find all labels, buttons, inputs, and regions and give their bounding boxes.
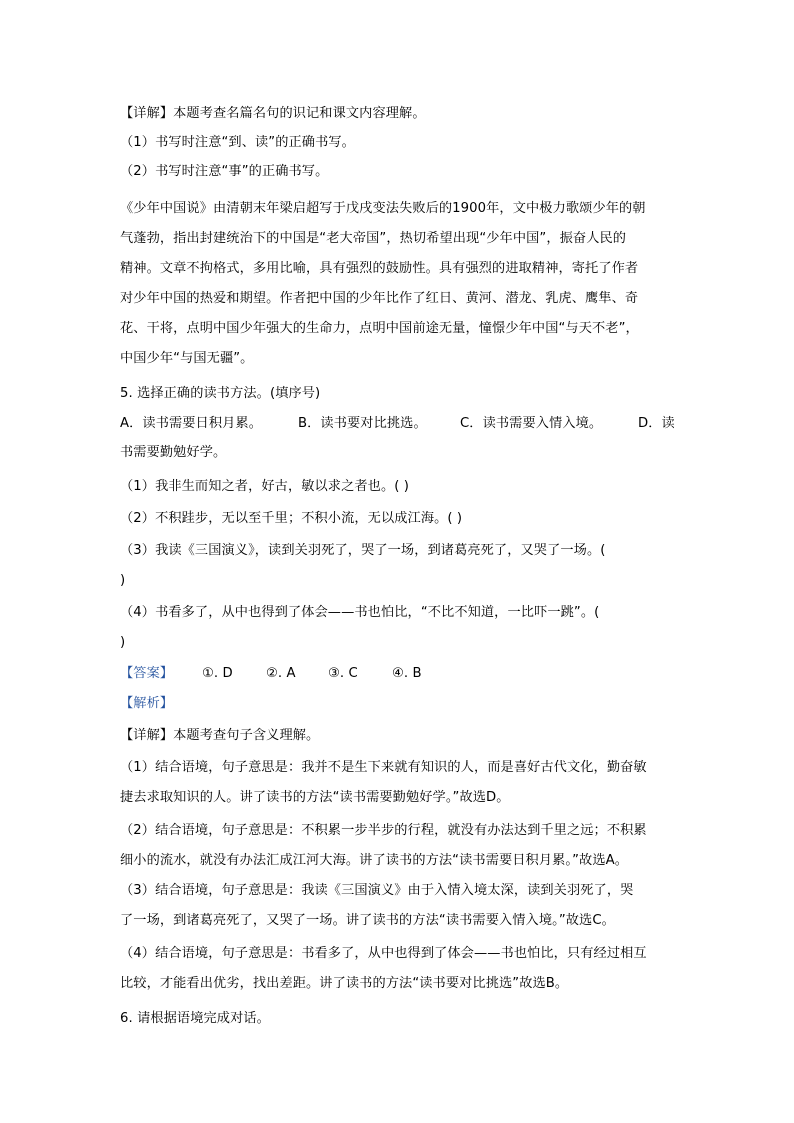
analysis-line: （1）结合语境，句子意思是：我并不是生下来就有知识的人，而是喜好古代文化，勤奋敏 <box>120 760 647 775</box>
question-5-sentence-2: （2）不积跬步，无以至千里；不积小流，无以成江海。( ) <box>120 511 463 526</box>
analysis-line: 捷去求取知识的人。讲了读书的方法“读书需要勤勉好学。”故选D。 <box>120 790 510 805</box>
option-c: C．读书需要入情入境。 <box>460 416 603 431</box>
question-5-sentence-4-bracket: ) <box>120 635 126 650</box>
analysis-line: 比较，才能看出优劣，找出差距。讲了读书的方法“读书要对比挑选”故选B。 <box>120 976 569 991</box>
question-5-title: 5. 选择正确的读书方法。(填序号) <box>120 386 321 401</box>
analysis-line: （4）结合语境，句子意思是：书看多了，从中也得到了体会——书也怕比，只有经过相互 <box>120 946 647 961</box>
analysis-line: 细小的流水，就没有办法汇成江河大海。讲了读书的方法“读书需要日积月累。”故选A。 <box>120 853 629 868</box>
option-b: B．读书要对比挑选。 <box>298 416 427 431</box>
answer-value: ②. A <box>266 666 296 681</box>
answer-value: ①. D <box>202 666 233 681</box>
option-d-continued: 书需要勤勉好学。 <box>120 445 227 460</box>
option-d: D．读 <box>638 416 675 431</box>
answer-value: ④. B <box>392 666 422 681</box>
analysis-label: 【解析】 <box>120 696 174 711</box>
question-5-sentence-3-bracket: ) <box>120 573 126 588</box>
question-5-sentence-1: （1）我非生而知之者，好古，敏以求之者也。( ) <box>120 479 410 494</box>
answer-label: 【答案】 <box>120 666 174 681</box>
analysis-heading-1: 【详解】本题考查名篇名句的识记和课文内容理解。 <box>120 106 426 121</box>
analysis-heading-2: 【详解】本题考查句子含义理解。 <box>120 728 320 743</box>
analysis-line: （3）结合语境，句子意思是：我读《三国演义》由于入情入境太深，读到关羽死了，哭 <box>120 883 634 898</box>
analysis-line: （2）结合语境，句子意思是：不积累一步半步的行程，就没有办法达到千里之远；不积累 <box>120 823 647 838</box>
question-5-sentence-4: （4）书看多了，从中也得到了体会——书也怕比，“不比不知道，一比吓一跳”。( <box>120 605 600 620</box>
analysis-line: 了一场，到诸葛亮死了，又哭了一场。讲了读书的方法“读书需要入情入境。”故选C。 <box>120 913 615 928</box>
explanation-line: 花、干将，点明中国少年强大的生命力，点明中国前途无量，憧憬少年中国“与天不老”， <box>120 321 639 336</box>
explanation-line: 对少年中国的热爱和期望。作者把中国的少年比作了红日、黄河、潜龙、乳虎、鹰隼、奇 <box>120 291 639 306</box>
answer-value: ③. C <box>328 666 358 681</box>
explanation-line: 中国少年“与国无疆”。 <box>120 351 254 366</box>
analysis-item-2: （2）书写时注意“事”的正确书写。 <box>120 164 329 179</box>
explanation-line: 精神。文章不拘格式，多用比喻，具有强烈的鼓励性。具有强烈的进取精神，寄托了作者 <box>120 261 639 276</box>
explanation-line: 《少年中国说》由清朝末年梁启超写于戊戌变法失败后的1900年，文中极力歌颂少年的朝 <box>120 201 646 216</box>
question-5-sentence-3: （3）我读《三国演义》，读到关羽死了，哭了一场，到诸葛亮死了，又哭了一场。( <box>120 543 606 558</box>
question-6-title: 6. 请根据语境完成对话。 <box>120 1011 270 1026</box>
explanation-line: 气蓬勃，指出封建统治下的中国是“老大帝国”，热切希望出现“少年中国”，振奋人民的 <box>120 231 627 246</box>
analysis-item-1: （1）书写时注意“到、读”的正确书写。 <box>120 135 355 150</box>
option-a: A．读书需要日积月累。 <box>120 416 262 431</box>
